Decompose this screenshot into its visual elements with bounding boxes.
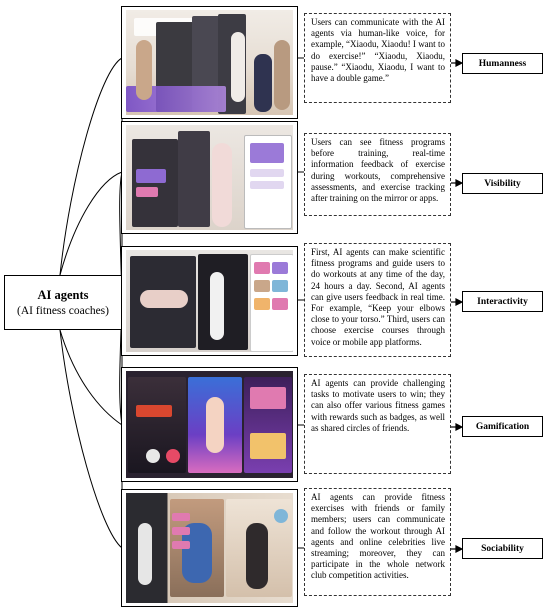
sociability-photo-panel (121, 489, 298, 607)
visibility-label: Visibility (462, 173, 543, 194)
humanness-description: Users can communicate with the AI agents via human-like voice, for example, “Xiaodu, Xiaodu! I want to do exercise!” “Xiaodu, Xiaodu, pause.” “Xiaodu, Xiaodu, I want to have a double game.” (304, 13, 451, 103)
photo-interactivity-smart-mirror-app (126, 250, 293, 352)
root-node (4, 275, 122, 330)
root-subtitle: (AI fitness coaches) (17, 304, 109, 317)
photo-sociability-live-streaming (126, 493, 293, 603)
interactivity-description: First, AI agents can make scientific fitness programs and guide users to do workouts at any time of the day, 24 hours a day. Second, AI agents can give users feedback in real time. For example, “Keep your elbows close to your torso.” Third, users can choose exercise courses through voice or mobile app platforms. (304, 243, 451, 357)
photo-visibility-smart-mirror-app (126, 125, 293, 230)
visibility-photo-panel (121, 121, 298, 234)
root-title: AI agents (37, 287, 89, 302)
visibility-description: Users can see fitness programs before training, real-time information feedback of exercise during workouts, comprehensive assessments, and exercise tracking after training on the mirror or apps. (304, 133, 451, 216)
sociability-description: AI agents can provide fitness exercises with friends or family members; users can communicate and follow the workout through AI agents and online celebrities live streaming; moreover, they can participate in the whole network club competition activities. (304, 488, 451, 596)
interactivity-label: Interactivity (462, 291, 543, 312)
sociability-label: Sociability (462, 538, 543, 559)
interactivity-photo-panel (121, 246, 298, 356)
humanness-photo-panel (121, 6, 298, 119)
gamification-description: AI agents can provide challenging tasks to motivate users to win; they can also offer various fitness games with rewards such as badges, as well as shared circles of friends. (304, 374, 451, 474)
photo-gamification-game-screens (126, 371, 293, 478)
gamification-label: Gamification (462, 416, 543, 437)
humanness-label: Humanness (462, 53, 543, 74)
photo-humanness-smart-mirror (126, 10, 293, 115)
gamification-photo-panel (121, 367, 298, 482)
